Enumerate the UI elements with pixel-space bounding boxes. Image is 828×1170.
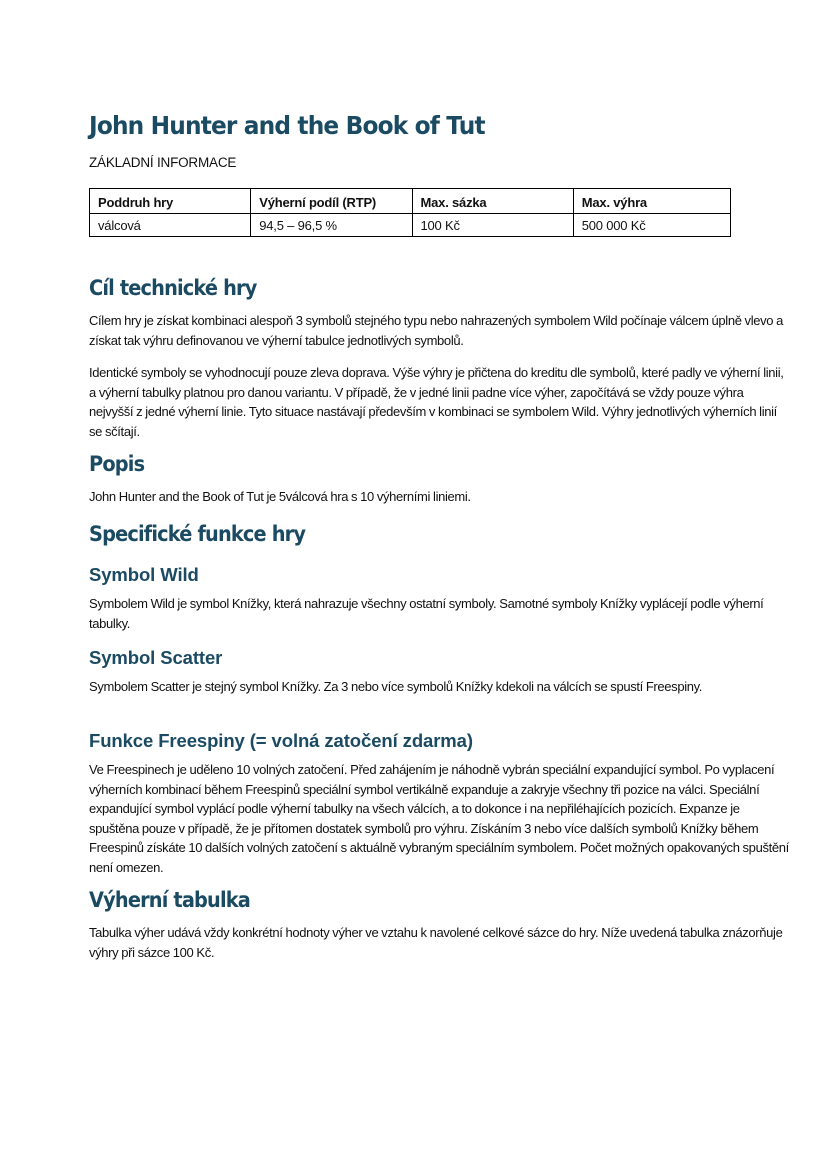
basic-info-label: ZÁKLADNÍ INFORMACE bbox=[89, 155, 237, 170]
header-cell-game-subtype: Poddruh hry bbox=[90, 189, 251, 214]
table-header-row bbox=[90, 189, 731, 214]
subsection-heading-freespins: Funkce Freespiny (= volná zatočení zdarma) bbox=[89, 730, 473, 751]
section-heading-goal: Cíl technické hry bbox=[89, 276, 257, 300]
section-heading-description: Popis bbox=[89, 452, 145, 476]
cell-rtp: 94,5 – 96,5 % bbox=[251, 214, 412, 237]
header-cell-max-bet: Max. sázka bbox=[412, 189, 573, 214]
cell-game-subtype: válcová bbox=[90, 214, 251, 237]
freespins-paragraph: Ve Freespinech je uděleno 10 volných zatočení. Před zahájením je náhodně vybrán speciální expandující symbol. Po vyplacení výherních kombinací během Freespinů speciální symbol vertikálně expanduje a zakryje všechny tři pozice na válci. Speciální expandující symbol vyplácí podle výherní tabulky na všech válcích, a to dokonce i na nepřiléhajících pozicích. Expanze je spuštěna pouze v případě, že je přítomen dostatek symbolů pro výhru. Získáním 3 nebo více dalších symbolů Knížky během Freespinů získáte 10 dalších volných zatočení s aktuálně vybraným speciálním symbolem. Počet možných opakovaných spuštění není omezen. bbox=[89, 762, 789, 875]
cell-max-bet: 100 Kč bbox=[412, 214, 573, 237]
document-page bbox=[89, 108, 789, 960]
header-cell-rtp: Výherní podíl (RTP) bbox=[251, 189, 412, 214]
wild-paragraph: Symbolem Wild je symbol Knížky, která nahrazuje všechny ostatní symboly. Samotné symboly Knížky vyplácejí podle výherní tabulky. bbox=[89, 596, 764, 631]
goal-paragraph-2: Identické symboly se vyhodnocují pouze zleva doprava. Výše výhry je přičtena do kreditu dle symbolů, které padly ve výherní linii, a výherní tabulky platnou pro danou variantu. V případě, že v jedné linii padne více výher, započítává se vždy pouze výhra nejvyšší z jedné výherní linie. Tyto situace nastávají především v kombinaci se symbolem Wild. Výhry jednotlivých výherních linií se sčítají. bbox=[89, 365, 784, 439]
basic-info-table bbox=[89, 188, 731, 237]
paytable-paragraph: Tabulka výher udává vždy konkrétní hodnoty výher ve vztahu k navolené celkové sázce do hry. Níže uvedená tabulka znázorňuje výhry při sázce 100 Kč. bbox=[89, 925, 783, 960]
description-paragraph: John Hunter and the Book of Tut je 5válcová hra s 10 výherními liniemi. bbox=[89, 489, 471, 504]
scatter-paragraph: Symbolem Scatter je stejný symbol Knížky. Za 3 nebo více symbolů Knížky kdekoli na válcích se spustí Freespiny. bbox=[89, 679, 703, 694]
section-heading-paytable: Výherní tabulka bbox=[89, 888, 250, 912]
cell-max-win: 500 000 Kč bbox=[573, 214, 730, 237]
subsection-heading-scatter: Symbol Scatter bbox=[89, 647, 223, 668]
document-title: John Hunter and the Book of Tut bbox=[89, 111, 485, 140]
table-row bbox=[90, 214, 731, 237]
header-cell-max-win: Max. výhra bbox=[573, 189, 730, 214]
section-heading-special-features: Specifické funkce hry bbox=[89, 522, 306, 546]
goal-paragraph-1: Cílem hry je získat kombinaci alespoň 3 symbolů stejného typu nebo nahrazených symbolem Wild počínaje válcem úplně vlevo a získat tak výhru definovanou ve výherní tabulce jednotlivých symbolů. bbox=[89, 313, 783, 348]
subsection-heading-wild: Symbol Wild bbox=[89, 564, 199, 585]
